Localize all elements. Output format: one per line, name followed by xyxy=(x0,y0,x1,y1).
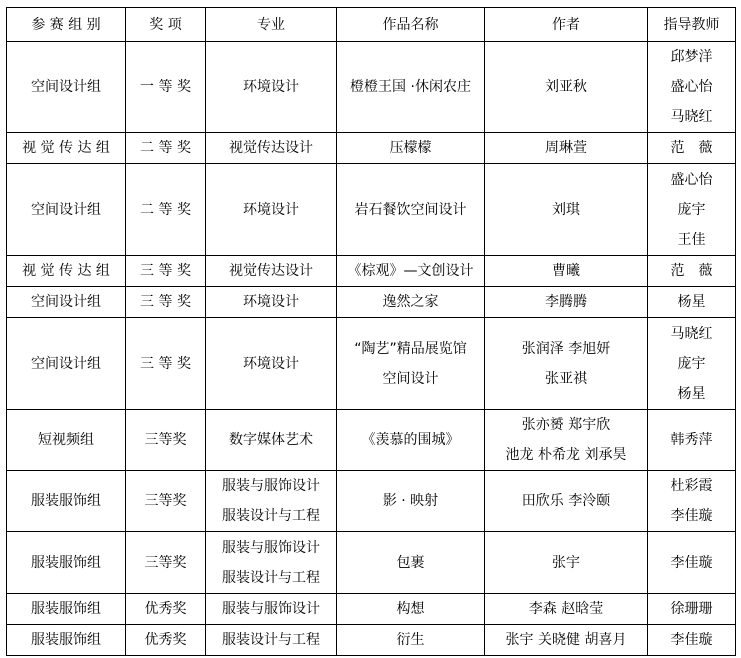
header-group: 参 赛 组 别 xyxy=(7,8,126,42)
header-major: 专业 xyxy=(206,8,337,42)
cell-author-line: 张润泽 李旭妍 xyxy=(521,340,611,357)
cell-author xyxy=(485,133,648,164)
cell-author xyxy=(485,410,648,471)
table-row xyxy=(7,471,736,532)
cell-advisor-line: 李佳璇 xyxy=(670,554,713,571)
cell-advisor-line: 庞宇 xyxy=(677,355,706,372)
cell-advisor-line: 李佳璇 xyxy=(670,508,713,524)
cell-major-line: 服装与服饰设计 xyxy=(222,478,320,494)
cell-advisor xyxy=(648,625,736,656)
table-row xyxy=(7,410,736,471)
cell-major xyxy=(206,410,337,471)
cell-advisor xyxy=(648,318,736,410)
table-row xyxy=(7,318,736,410)
cell-major xyxy=(206,164,337,256)
header-work: 作品名称 xyxy=(337,8,485,42)
cell-major-line: 视觉传达设计 xyxy=(229,263,313,279)
cell-major-line: 环境设计 xyxy=(243,294,299,310)
table-row xyxy=(7,594,736,625)
cell-work-line: 压檬檬 xyxy=(389,140,432,156)
cell-group: 服装服饰组 xyxy=(7,471,126,532)
header-row xyxy=(7,8,736,42)
cell-work xyxy=(337,164,485,256)
cell-award: 三 等 奖 xyxy=(126,256,206,287)
header-author: 作者 xyxy=(485,8,648,42)
table-row xyxy=(7,164,736,256)
cell-work-line: 构想 xyxy=(396,601,425,617)
cell-advisor-line: 马晓红 xyxy=(670,325,713,342)
cell-advisor xyxy=(648,133,736,164)
cell-work xyxy=(337,256,485,287)
cell-group: 服装服饰组 xyxy=(7,594,126,625)
cell-author xyxy=(485,256,648,287)
cell-award: 三等奖 xyxy=(126,410,206,471)
cell-major-line: 服装与服饰设计 xyxy=(222,601,320,617)
cell-author xyxy=(485,318,648,410)
cell-advisor xyxy=(648,532,736,594)
table-row xyxy=(7,42,736,133)
cell-major xyxy=(206,287,337,318)
cell-advisor-line: 盛心怡 xyxy=(670,171,713,188)
cell-advisor-line: 邱梦洋 xyxy=(670,49,713,65)
cell-award: 三等奖 xyxy=(126,532,206,594)
cell-advisor-line: 李佳璇 xyxy=(670,632,713,648)
table-row xyxy=(7,256,736,287)
table-row xyxy=(7,532,736,594)
cell-work xyxy=(337,471,485,532)
cell-author-line: 周琳萱 xyxy=(545,140,587,156)
cell-advisor-line: 庞宇 xyxy=(677,201,706,218)
cell-major xyxy=(206,133,337,164)
cell-author xyxy=(485,42,648,133)
cell-author-line: 曹曦 xyxy=(552,263,580,279)
cell-group: 视 觉 传 达 组 xyxy=(7,256,126,287)
cell-major-line: 环境设计 xyxy=(243,201,299,218)
cell-major xyxy=(206,256,337,287)
cell-advisor xyxy=(648,164,736,256)
cell-award: 一 等 奖 xyxy=(126,42,206,133)
cell-award: 三 等 奖 xyxy=(126,318,206,410)
cell-author-line: 田欣乐 李泠颐 xyxy=(521,493,611,509)
table-row xyxy=(7,287,736,318)
cell-award: 二 等 奖 xyxy=(126,164,206,256)
cell-award: 三 等 奖 xyxy=(126,287,206,318)
cell-author xyxy=(485,532,648,594)
cell-work-line: 《羡慕的围城》 xyxy=(361,432,460,448)
table-row xyxy=(7,625,736,656)
cell-author xyxy=(485,471,648,532)
cell-work-line: 岩石餐饮空间设计 xyxy=(354,201,467,218)
cell-major-line: 环境设计 xyxy=(243,79,299,95)
cell-group: 服装服饰组 xyxy=(7,625,126,656)
cell-major xyxy=(206,625,337,656)
cell-major xyxy=(206,471,337,532)
cell-work xyxy=(337,42,485,133)
cell-advisor-line: 韩秀萍 xyxy=(670,432,713,448)
cell-advisor-line: 范 薇 xyxy=(670,263,713,279)
cell-author-line: 张亚祺 xyxy=(545,370,587,387)
cell-major-line: 服装与服饰设计 xyxy=(222,539,320,556)
cell-work xyxy=(337,410,485,471)
cell-author xyxy=(485,625,648,656)
cell-advisor-line: 徐珊珊 xyxy=(670,601,713,617)
cell-advisor-line: 马晓红 xyxy=(670,109,713,125)
cell-work-line: 空间设计 xyxy=(382,370,439,387)
cell-author-line: 李腾腾 xyxy=(545,294,587,310)
cell-work-line: 橙橙王国 ·休闲农庄 xyxy=(350,79,471,95)
cell-advisor-line: 盛心怡 xyxy=(670,79,713,95)
cell-major-line: 环境设计 xyxy=(243,355,299,372)
cell-work-line: 衍生 xyxy=(396,632,425,648)
cell-author-line: 张宇 关晓健 胡喜月 xyxy=(505,632,627,648)
cell-advisor-line: 王佳 xyxy=(677,231,706,248)
header-award: 奖 项 xyxy=(126,8,206,42)
cell-author xyxy=(485,594,648,625)
cell-award: 优秀奖 xyxy=(126,625,206,656)
cell-major-line: 数字媒体艺术 xyxy=(229,432,313,448)
cell-major xyxy=(206,42,337,133)
cell-award: 三等奖 xyxy=(126,471,206,532)
cell-advisor xyxy=(648,287,736,318)
cell-work-line: “陶艺”精品展览馆 xyxy=(354,340,467,357)
cell-work xyxy=(337,594,485,625)
cell-author-line: 刘琪 xyxy=(552,201,580,218)
cell-work xyxy=(337,625,485,656)
cell-work-line: 《棕观》—文创设计 xyxy=(347,263,474,279)
cell-work-line: 逸然之家 xyxy=(382,294,439,310)
cell-advisor-line: 范 薇 xyxy=(670,140,713,156)
cell-major xyxy=(206,318,337,410)
cell-work-line: 影 · 映射 xyxy=(382,493,439,509)
cell-advisor xyxy=(648,42,736,133)
cell-group: 空间设计组 xyxy=(7,287,126,318)
cell-major-line: 服装设计与工程 xyxy=(222,632,320,648)
cell-major xyxy=(206,532,337,594)
cell-award: 二 等 奖 xyxy=(126,133,206,164)
cell-group: 空间设计组 xyxy=(7,164,126,256)
cell-advisor-line: 杨星 xyxy=(677,385,706,402)
cell-work xyxy=(337,318,485,410)
cell-advisor xyxy=(648,410,736,471)
table-row xyxy=(7,133,736,164)
cell-major-line: 服装设计与工程 xyxy=(222,508,320,524)
cell-advisor xyxy=(648,256,736,287)
cell-group: 视 觉 传 达 组 xyxy=(7,133,126,164)
cell-author-line: 张亦赟 郑宇欣 xyxy=(521,417,611,433)
cell-work-line: 包裹 xyxy=(396,554,425,571)
cell-group: 服装服饰组 xyxy=(7,532,126,594)
cell-major-line: 视觉传达设计 xyxy=(229,140,313,156)
cell-author-line: 李森 赵晗莹 xyxy=(528,601,604,617)
cell-advisor-line: 杜彩霞 xyxy=(670,478,713,494)
cell-award: 优秀奖 xyxy=(126,594,206,625)
cell-group: 短视频组 xyxy=(7,410,126,471)
cell-author-line: 张宇 xyxy=(552,554,580,571)
cell-author-line: 池龙 朴希龙 刘承昊 xyxy=(505,447,627,463)
cell-group: 空间设计组 xyxy=(7,318,126,410)
cell-advisor xyxy=(648,594,736,625)
cell-group: 空间设计组 xyxy=(7,42,126,133)
cell-work xyxy=(337,287,485,318)
cell-advisor-line: 杨星 xyxy=(677,294,706,310)
cell-work xyxy=(337,133,485,164)
cell-work xyxy=(337,532,485,594)
cell-advisor xyxy=(648,471,736,532)
header-advisor: 指导教师 xyxy=(648,8,736,42)
cell-major xyxy=(206,594,337,625)
awards-table xyxy=(6,7,736,656)
cell-author-line: 刘亚秋 xyxy=(545,79,587,95)
cell-major-line: 服装设计与工程 xyxy=(222,569,320,586)
cell-author xyxy=(485,164,648,256)
cell-author xyxy=(485,287,648,318)
